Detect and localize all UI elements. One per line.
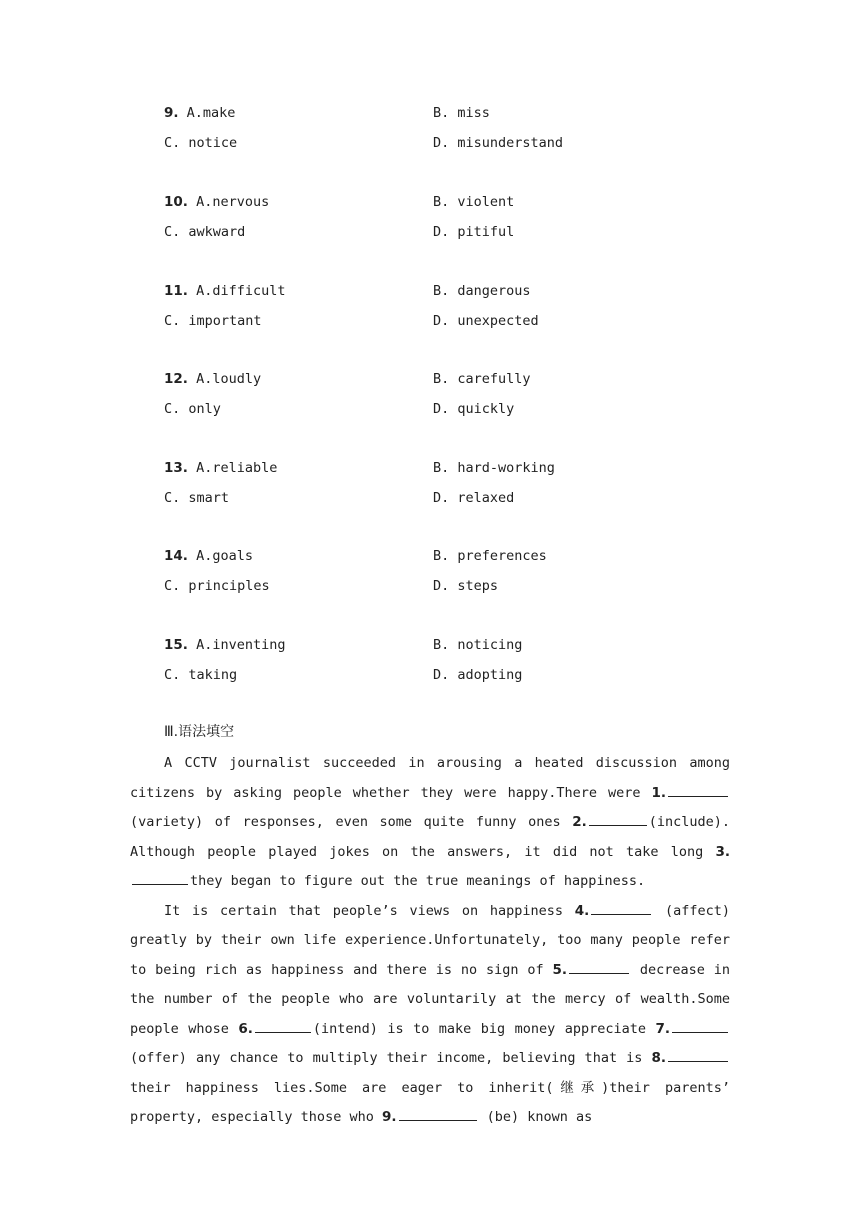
option-row	[164, 454, 724, 484]
option-row	[164, 188, 724, 218]
question-12	[164, 365, 724, 424]
question-number: 15.	[164, 637, 188, 653]
question-number: 13.	[164, 460, 188, 476]
option-b: B. dangerous	[433, 283, 531, 299]
option-row	[164, 661, 724, 691]
blank-number: 3.	[715, 843, 730, 860]
question-number: 10.	[164, 194, 188, 210]
question-10	[164, 188, 724, 247]
grammar-passage	[130, 749, 730, 1133]
blank-number: 6.	[238, 1020, 253, 1037]
option-a	[164, 188, 269, 218]
question-11	[164, 277, 724, 336]
question-14	[164, 542, 724, 601]
section-title: Ⅲ.语法填空	[164, 724, 235, 740]
option-row	[164, 631, 724, 661]
option-d: D. unexpected	[433, 312, 539, 329]
option-a-text: A.inventing	[196, 637, 286, 653]
option-a	[164, 277, 285, 307]
option-b: B. hard-working	[433, 460, 555, 476]
option-b: B. noticing	[433, 637, 523, 653]
question-number: 14.	[164, 548, 188, 564]
option-a-text: A.difficult	[196, 283, 286, 299]
passage-text: decrease in the number of the people who are voluntarily at the mercy of wealth.Some people whose	[130, 961, 730, 1037]
option-c: C. smart	[164, 489, 230, 506]
option-a	[164, 454, 277, 484]
option-row	[164, 365, 724, 395]
question-13	[164, 454, 724, 513]
answer-blank[interactable]	[589, 811, 647, 826]
question-number: 9.	[164, 105, 179, 121]
option-c: C. important	[164, 312, 262, 329]
option-row	[164, 542, 724, 572]
option-a-text: A.reliable	[196, 460, 278, 476]
answer-blank[interactable]	[668, 782, 728, 797]
option-b: B. carefully	[433, 371, 531, 387]
blank-number: 1.	[651, 784, 666, 801]
passage-text: (affect) greatly by their own life experience.Unfortunately, too many people refer to being rich as happiness and there is no sign of	[130, 902, 730, 978]
option-row	[164, 307, 724, 337]
passage-text: (be) known as	[478, 1109, 593, 1125]
blank-number: 8.	[651, 1050, 666, 1066]
option-d: D. misunderstand	[433, 134, 564, 151]
option-a-text: A.goals	[196, 548, 253, 564]
option-b: B. preferences	[433, 548, 547, 564]
option-c: C. only	[164, 400, 221, 417]
blank-number: 5.	[552, 961, 568, 978]
answer-blank[interactable]	[672, 1018, 728, 1033]
question-15	[164, 631, 724, 690]
passage-text: they began to figure out the true meanings of happiness.	[190, 873, 646, 889]
answer-blank[interactable]	[591, 900, 651, 915]
option-row	[164, 99, 724, 129]
answer-blank[interactable]	[569, 959, 629, 974]
option-a	[164, 99, 235, 129]
option-c: C. taking	[164, 666, 238, 683]
option-a-text: A.make	[186, 105, 236, 121]
passage-paragraph-1	[130, 749, 730, 897]
option-c: C. notice	[164, 134, 238, 151]
option-b: B. violent	[433, 194, 515, 210]
option-row	[164, 277, 724, 307]
question-number: 11.	[164, 283, 188, 299]
answer-blank[interactable]	[668, 1047, 728, 1062]
blank-number: 2.	[572, 814, 587, 830]
passage-text: their happiness lies.Some are eager to inherit(继承)their parents’ property, especially those who	[130, 1079, 730, 1125]
answer-blank[interactable]	[399, 1106, 477, 1121]
option-row	[164, 129, 724, 159]
option-d: D. quickly	[433, 400, 515, 417]
option-row	[164, 218, 724, 248]
question-number: 12.	[164, 371, 188, 387]
option-c: C. principles	[164, 577, 270, 594]
answer-blank[interactable]	[255, 1018, 311, 1033]
passage-text: (offer) any chance to multiply their income, believing that is	[130, 1050, 652, 1066]
option-row	[164, 572, 724, 602]
option-a	[164, 542, 253, 572]
option-d: D. steps	[433, 577, 499, 594]
option-d: D. relaxed	[433, 489, 515, 506]
passage-text: A CCTV journalist succeeded in arousing a heated discussion among citizens by asking people whether they were happy.There were	[130, 755, 730, 801]
option-row	[164, 484, 724, 514]
passage-text: (variety) of responses, even some quite funny ones	[130, 814, 573, 830]
answer-blank[interactable]	[132, 870, 188, 885]
option-b: B. miss	[433, 105, 490, 121]
option-a-text: A.loudly	[196, 371, 262, 387]
blank-number: 7.	[655, 1020, 670, 1037]
passage-text: It is certain that people’s views on happiness	[164, 902, 575, 919]
blank-number: 9.	[381, 1109, 397, 1125]
option-row	[164, 395, 724, 425]
blank-number: 4.	[574, 902, 590, 919]
passage-text: (include). Although people played jokes on the answers, it did not take long	[130, 814, 730, 860]
option-c: C. awkward	[164, 223, 246, 240]
passage-text: (intend) is to make big money appreciate	[312, 1020, 656, 1037]
passage-paragraph-2	[130, 897, 730, 1133]
option-a	[164, 631, 285, 661]
option-d: D. pitiful	[433, 223, 515, 240]
option-d: D. adopting	[433, 666, 523, 683]
question-9	[164, 99, 724, 158]
option-a-text: A.nervous	[196, 194, 270, 210]
option-a	[164, 365, 261, 395]
